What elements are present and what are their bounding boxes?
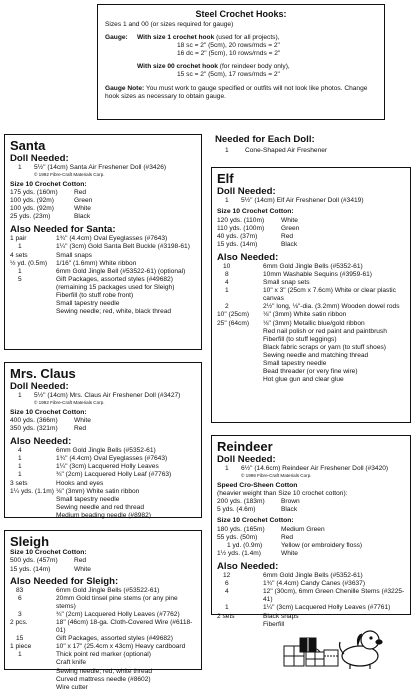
sleigh-also-desc: ¾" (2cm) Lacquered Holly Leaves (#7762) [56, 610, 180, 618]
santa-copyright: © 1992 Fibre-Craft Materials Corp. [34, 172, 105, 178]
santa-doll-needed-heading: Doll Needed: [10, 153, 69, 164]
elf-also-desc: Black fabric scraps or yarn (to stuff shoes) [263, 343, 387, 351]
elf-also-desc: 10mm Washable Sequins (#3959-61) [263, 270, 372, 278]
santa-also-desc: 1¼" (3cm) Gold Santa Belt Buckle (#3198-61) [56, 243, 190, 251]
elf-cotton-qty: 15 yds. (14m) [217, 240, 258, 248]
reindeer-cotton-item [217, 534, 405, 542]
elf-also-qty: 10 [223, 262, 231, 270]
mrs-claus-also-desc: Small tapestry needle [56, 495, 120, 503]
elf-box [211, 167, 411, 423]
santa-cotton-color: Black [74, 213, 91, 221]
sleigh-also-item [10, 643, 196, 651]
elf-cotton-qty: 120 yds. (110m) [217, 216, 265, 224]
sleigh-also-qty: 2 pcs. [10, 618, 28, 626]
elf-cotton-color: Red [281, 232, 294, 240]
reindeer-speed-sub: (heavier weight than Size 10 crochet cotton): [217, 490, 348, 497]
elf-also-item [217, 344, 405, 352]
santa-also-desc: Small tapestry needle [56, 300, 120, 308]
sleigh-also-desc: Craft knife [56, 659, 87, 667]
elf-also-qty [217, 344, 263, 352]
reindeer-speed-qty: 5 yds. (4.6m) [217, 506, 256, 514]
elf-cotton-item [217, 217, 405, 225]
sleigh-cotton-color: Red [74, 557, 87, 565]
mrs-claus-also-qty: 1 [18, 463, 22, 471]
sleigh-also-qty: 3 [18, 610, 22, 618]
sleigh-also-qty: 83 [16, 586, 24, 594]
mrs-claus-doll-needed-heading: Doll Needed: [10, 381, 69, 392]
reindeer-also-item [217, 588, 405, 604]
reindeer-also-qty: 2 sets [217, 612, 235, 620]
santa-cotton-qty: 175 yds. (160m) [10, 189, 58, 196]
mrs-claus-also-desc: 6mm Gold Jingle Bells (#5352-61) [56, 447, 156, 455]
sleigh-also-desc: 10" x 17" (25.4cm x 43cm) Heavy cardboard [56, 643, 186, 651]
reindeer-also-qty: 1 [225, 604, 229, 612]
sleigh-also-desc: Thick point red marker (optional) [56, 651, 151, 659]
santa-also-item [10, 276, 196, 292]
sleigh-also-desc: Curved mattress needle (#8602) [56, 675, 151, 683]
elf-also-heading: Also Needed: [217, 251, 279, 263]
elf-also-qty [217, 352, 263, 360]
elf-cotton-item [217, 233, 405, 241]
elf-also-item [217, 279, 405, 287]
santa-also-qty [10, 300, 56, 308]
sleigh-also-qty: 1 [18, 651, 22, 659]
elf-also-item [217, 368, 405, 376]
reindeer-also-qty: 4 [225, 588, 229, 596]
santa-also-qty [10, 308, 56, 316]
reindeer-also-desc: 12" (30cm), 6mm Green Chenille Stems (#3225-41) [263, 588, 405, 604]
mrs-claus-also-desc: 1¾" (4.4cm) Oval Eyeglasses (#7643) [56, 455, 168, 463]
sleigh-also-qty: 15 [16, 635, 24, 643]
puppy-icon [340, 631, 383, 669]
elf-also-item [217, 328, 405, 336]
mrs-claus-doll-row [10, 392, 196, 400]
mrs-claus-also-desc: Sewing needle and red thread [56, 503, 144, 511]
sleigh-also-item [10, 676, 196, 684]
elf-also-desc: Red nail polish or red paint and paintbrush [263, 327, 387, 335]
gauge-hook-1 [137, 34, 279, 42]
reindeer-cotton-color: White [281, 549, 298, 557]
mrs-claus-also-qty: 1 [18, 471, 22, 479]
reindeer-cotton-heading: Size 10 Crochet Cotton: [217, 517, 294, 525]
reindeer-also-desc: 1¾" (4.4cm) Candy Canes (#3637) [263, 580, 366, 588]
elf-also-item [217, 271, 405, 279]
elf-also-desc: ⅛" (3mm) Metallic blue/gold ribbon [263, 319, 365, 327]
reindeer-doll-row [217, 465, 405, 473]
sleigh-also-desc: Wire cutter [56, 683, 88, 691]
santa-cotton-color: Green [74, 197, 93, 205]
gauge-2a: 15 sc = 2" (5cm), 17 rows/rnds = 2" [177, 71, 280, 79]
santa-cotton-qty: 25 yds. (23m) [10, 213, 51, 221]
santa-also-item [10, 268, 196, 276]
reindeer-cotton-color: Yellow (or embroidery floss) [281, 541, 363, 549]
elf-also-desc: ⅛" (3mm) White satin ribbon [263, 311, 347, 319]
elf-doll-qty: 1 [225, 197, 229, 204]
gauge-hook-1-head: With size 1 crochet hook [137, 34, 215, 42]
reindeer-cotton-item [217, 526, 405, 534]
reindeer-also-item [217, 572, 405, 580]
elf-also-desc: Fiberfill (to stuff leggings) [263, 335, 337, 343]
reindeer-also-desc: Black snaps [263, 612, 299, 620]
sleigh-also-heading: Also Needed for Sleigh: [10, 575, 119, 587]
santa-cotton-heading: Size 10 Crochet Cotton: [10, 180, 87, 188]
elf-also-qty: 8 [225, 270, 229, 278]
reindeer-also-item [217, 580, 405, 588]
santa-also-desc: 1/16" (1.6mm) White ribbon [56, 259, 137, 267]
elf-also-desc: Small snap sets [263, 279, 310, 287]
reindeer-cotton-item [217, 550, 405, 558]
elf-also-qty [217, 376, 263, 384]
elf-doll-needed-heading: Doll Needed: [217, 186, 276, 197]
each-doll-qty: 1 [225, 147, 229, 154]
santa-also-desc: Fiberfill (to stuff robe front) [56, 292, 134, 300]
elf-also-qty [217, 368, 263, 376]
santa-cotton-list [10, 189, 196, 221]
reindeer-also-qty: 6 [225, 580, 229, 588]
mrs-claus-title: Mrs. Claus [10, 366, 76, 381]
mrs-claus-also-qty: 1 [18, 455, 22, 463]
elf-also-item [217, 336, 405, 344]
elf-cotton-heading: Size 10 Crochet Cotton: [217, 208, 294, 216]
santa-cotton-qty: 100 yds. (92m) [10, 205, 54, 213]
gauge-hook-1-tail: (used for all projects), [214, 34, 280, 42]
elf-also-item [217, 376, 405, 384]
elf-also-desc: Hot glue gun and clear glue [263, 376, 344, 384]
sleigh-also-desc: Sewing needle; red, white thread [56, 667, 153, 675]
reindeer-cotton-qty: 1 yd. (0.9m) [227, 541, 263, 549]
sleigh-also-item [10, 651, 196, 659]
sleigh-also-item [10, 619, 196, 635]
mrs-claus-also-qty: 3 sets [10, 479, 28, 487]
santa-also-qty: 5 [18, 275, 22, 283]
sleigh-cotton-item [10, 557, 196, 565]
santa-cotton-item [10, 205, 196, 213]
reindeer-cotton-qty: 1½ yds. (1.4m) [217, 549, 261, 557]
elf-also-item [217, 352, 405, 360]
elf-also-item [217, 263, 405, 271]
santa-doll-row [10, 164, 196, 172]
santa-also-heading: Also Needed for Santa: [10, 224, 116, 236]
elf-doll-row [217, 197, 405, 205]
each-doll-section [215, 134, 411, 155]
santa-also-qty: 1 [18, 267, 22, 275]
reindeer-also-qty: 12 [223, 572, 231, 580]
elf-also-qty: 4 [225, 279, 229, 287]
mrs-claus-cotton-item [10, 425, 196, 433]
reindeer-cotton-qty: 180 yds. (165m) [217, 525, 265, 533]
sleigh-cotton-qty: 15 yds. (14m) [10, 565, 51, 573]
reindeer-title: Reindeer [217, 439, 273, 454]
mrs-claus-also-qty: 4 [18, 447, 22, 455]
sleigh-also-item [10, 611, 196, 619]
reindeer-also-desc: Fiberfill [263, 620, 285, 628]
reindeer-also-item [217, 604, 405, 612]
elf-title: Elf [217, 171, 234, 186]
mrs-claus-cotton-heading: Size 10 Crochet Cotton: [10, 408, 87, 416]
sleigh-also-item [10, 635, 196, 643]
elf-also-qty: 2 [225, 303, 229, 311]
gauge-note [105, 85, 377, 101]
each-doll-item: Cone-Shaped Air Freshener [245, 147, 328, 154]
santa-also-qty: 4 sets [10, 251, 28, 259]
elf-cotton-qty: 110 yds. (100m) [217, 224, 265, 232]
santa-also-item [10, 292, 196, 300]
elf-also-desc: 6mm Gold Jingle Bells (#5352-61) [263, 262, 363, 270]
gauge-row-1 [105, 34, 377, 42]
santa-cotton-item [10, 189, 196, 197]
elf-also-item [217, 320, 405, 328]
santa-also-list [10, 235, 196, 316]
sleigh-box [4, 530, 202, 691]
sleigh-also-desc: Gift Packages, assorted styles (#49682) [56, 635, 173, 643]
each-doll-row [215, 147, 411, 155]
mrs-claus-also-heading: Also Needed: [10, 436, 72, 448]
sleigh-also-qty: 1 piece [10, 643, 32, 651]
sleigh-also-qty [10, 668, 56, 676]
sleigh-also-list [10, 587, 196, 692]
reindeer-cotton-qty: 55 yds. (50m) [217, 533, 258, 541]
elf-cotton-color: Green [281, 224, 300, 232]
mrs-claus-cotton-qty: 350 yds. (321m) [10, 425, 58, 433]
sleigh-also-qty [10, 676, 56, 684]
mrs-claus-also-qty: 1¼ yds. (1.1m) [10, 487, 54, 495]
gift-box-icon [300, 638, 316, 652]
santa-also-desc: 6mm Gold Jingle Bell (#53522-61) (optional) [56, 267, 186, 275]
elf-cotton-color: White [281, 216, 298, 224]
santa-title: Santa [10, 138, 46, 153]
elf-also-desc: 10" x 3" (25cm x 7.6cm) White or clear plastic canvas [263, 287, 396, 303]
mrs-claus-also-desc: 1¼" (3cm) Lacquered Holly Leaves [56, 463, 159, 471]
mrs-claus-box [4, 362, 202, 518]
santa-also-qty: ½ yd. (0.5m) [10, 259, 48, 267]
sleigh-also-item [10, 659, 196, 667]
sleigh-also-item [10, 668, 196, 676]
gauge-note-label: Gauge Note: [105, 84, 145, 92]
mrs-claus-also-item [10, 471, 196, 479]
santa-also-item [10, 252, 196, 260]
santa-also-desc: 1¾" (4.4cm) Oval Eyeglasses (#7643) [56, 235, 168, 243]
mrs-claus-doll-item: 5½" (14cm) Mrs. Claus Air Freshener Doll (#3427) [34, 392, 181, 399]
each-doll-heading: Needed for Each Doll: [215, 134, 315, 145]
reindeer-also-list [217, 572, 405, 629]
santa-box [4, 134, 202, 350]
reindeer-doll-qty: 1 [225, 465, 229, 472]
sleigh-cotton-color: White [74, 565, 91, 573]
elf-also-qty: 1 [225, 287, 229, 295]
reindeer-doll-needed-heading: Doll Needed: [217, 454, 276, 465]
elf-also-list [217, 263, 405, 384]
santa-also-qty: 1 pair [10, 235, 27, 243]
reindeer-speed-qty: 200 yds. (183m) [217, 498, 265, 506]
elf-also-item [217, 311, 405, 319]
reindeer-box [211, 435, 411, 628]
reindeer-doll-item: 6½" (14.6cm) Reindeer Air Freshener Doll (#3420) [241, 465, 389, 472]
reindeer-speed-color: Brown [281, 498, 300, 506]
mrs-claus-also-item [10, 455, 196, 463]
reindeer-speed-heading: Speed Cro-Sheen Cotton [217, 481, 298, 489]
reindeer-also-qty [217, 621, 263, 629]
santa-cotton-color: Red [74, 189, 87, 196]
santa-also-item [10, 300, 196, 308]
sleigh-also-item [10, 587, 196, 595]
gift-box-icon [324, 650, 338, 666]
santa-cotton-qty: 100 yds. (92m) [10, 197, 54, 205]
reindeer-also-item [217, 613, 405, 621]
elf-cotton-qty: 40 yds. (37m) [217, 232, 258, 240]
elf-also-item [217, 303, 405, 311]
mrs-claus-also-qty [10, 504, 56, 512]
reindeer-also-desc: 1¼" (3cm) Lacquered Holly Leaves (#7761) [263, 604, 391, 612]
elf-cotton-item [217, 225, 405, 233]
gauge-hook-2-tail: (for reindeer body only), [217, 63, 290, 71]
mrs-claus-also-item [10, 504, 196, 512]
reindeer-cotton-item [217, 542, 405, 550]
santa-also-item [10, 260, 196, 268]
puppy-with-gifts-illustration [280, 622, 390, 670]
sleigh-also-qty [10, 684, 56, 692]
mrs-claus-copyright: © 1992 Fibre-Craft Materials Corp. [34, 400, 105, 406]
mrs-claus-also-desc: ¾" (2cm) Lacquered Holly Leaf (#7763) [56, 471, 172, 479]
gauge-1b: 16 dc = 2" (5cm), 10 rows/rnds = 2" [177, 50, 281, 58]
santa-also-desc: Small snaps [56, 251, 92, 259]
elf-also-item [217, 287, 405, 303]
reindeer-speed-color: Black [281, 506, 298, 514]
elf-also-qty [217, 328, 263, 336]
mrs-claus-cotton-color: White [74, 417, 91, 424]
mrs-claus-also-list [10, 447, 196, 520]
santa-also-item [10, 235, 196, 243]
elf-also-qty: 25" (64cm) [217, 319, 250, 327]
mrs-claus-also-qty [10, 496, 56, 504]
mrs-claus-also-item [10, 512, 196, 520]
reindeer-also-desc: 6mm Gold Jingle Bells (#5352-61) [263, 572, 363, 580]
santa-cotton-color: White [74, 205, 91, 213]
elf-cotton-item [217, 241, 405, 249]
santa-also-desc: Sewing needle; red, white, black thread [56, 308, 172, 316]
reindeer-speed-item [217, 498, 405, 506]
reindeer-speed-item [217, 506, 405, 514]
sleigh-also-qty: 6 [18, 594, 22, 602]
mrs-claus-also-item [10, 488, 196, 496]
sleigh-also-item [10, 595, 196, 611]
elf-also-desc: Small tapestry needle [263, 360, 327, 367]
mrs-claus-also-item [10, 463, 196, 471]
mrs-claus-also-item [10, 447, 196, 455]
reindeer-copyright: © 1996 Fibre-Craft Materials Corp. [241, 473, 312, 479]
reindeer-cotton-color: Medium Green [281, 525, 325, 533]
santa-doll-item: 5½" (14cm) Santa Air Freshener Doll (#3426) [34, 164, 167, 171]
elf-cotton-list [217, 217, 405, 249]
steel-hooks-sizes: Sizes 1 and 00 (or sizes required for gauge) [105, 21, 234, 28]
elf-also-qty [217, 360, 263, 368]
mrs-claus-cotton-color: Red [74, 425, 87, 433]
gauge-1a: 18 sc = 2" (5cm), 20 rows/rnds = 2" [177, 42, 280, 50]
sleigh-also-desc: 18" (46cm) 18-ga. Cloth-Covered Wire (#6118-01) [56, 618, 193, 635]
santa-cotton-item [10, 197, 196, 205]
gift-box-icon [306, 649, 324, 666]
mrs-claus-also-desc: ⅛" (3mm) White satin ribbon [56, 487, 140, 495]
santa-also-item [10, 308, 196, 316]
sleigh-title: Sleigh [10, 534, 50, 549]
santa-doll-qty: 1 [18, 164, 22, 171]
elf-also-qty [217, 336, 263, 344]
santa-also-item [10, 243, 196, 251]
sleigh-cotton-heading: Size 10 Crochet Cotton: [10, 549, 87, 556]
sleigh-also-desc: 20mm Gold tinsel pine stems (or any pine stems) [56, 594, 178, 610]
mrs-claus-also-item [10, 496, 196, 504]
elf-also-desc: Sewing needle and matching thread [263, 351, 369, 359]
elf-also-desc: Bead threader (or very fine wire) [263, 368, 358, 376]
sleigh-cotton-item [10, 566, 196, 574]
gauge-hook-2 [105, 63, 377, 71]
gauge-label: Gauge: [105, 34, 128, 42]
elf-also-item [217, 360, 405, 368]
elf-also-desc: 2½" long, ⅛"-dia. (3.2mm) Wooden dowel rods [263, 303, 400, 311]
sleigh-also-item [10, 684, 196, 692]
reindeer-cotton-color: Red [281, 533, 294, 541]
elf-doll-item: 5½" (14cm) Elf Air Freshener Doll (#3419) [241, 197, 364, 204]
santa-also-desc: Gift Packages, assorted styles (#49682) (remaining 15 packages used for Sleigh) [56, 275, 175, 291]
steel-hooks-title: Steel Crochet Hooks: [195, 9, 287, 19]
santa-also-qty [10, 292, 56, 300]
steel-hooks-box [97, 4, 385, 120]
elf-cotton-color: Black [281, 240, 298, 248]
mrs-claus-doll-qty: 1 [18, 392, 22, 399]
gauge-hook-2-head: With size 00 crochet hook [137, 63, 218, 71]
santa-cotton-item [10, 213, 196, 221]
reindeer-also-heading: Also Needed: [217, 561, 279, 573]
mrs-claus-cotton-item [10, 417, 196, 425]
mrs-claus-also-desc: Medium beading needle (#8982) [56, 511, 151, 519]
sleigh-cotton-qty: 500 yds. (457m) [10, 557, 58, 565]
santa-also-qty: 1 [18, 243, 22, 251]
sleigh-also-qty [10, 659, 56, 667]
elf-also-qty: 10" (25cm) [217, 311, 250, 319]
mrs-claus-also-item [10, 480, 196, 488]
gauge-note-text: You must work to gauge specified or outfits will not look like photos. Change hook sizes as necessary to obtain gauge. [105, 84, 368, 100]
sleigh-also-desc: 6mm Gold Jingle Bells (#53522-61) [56, 586, 160, 594]
mrs-claus-also-qty [10, 512, 56, 520]
mrs-claus-cotton-qty: 400 yds. (366m) [10, 417, 58, 424]
mrs-claus-also-desc: Hooks and eyes [56, 479, 104, 487]
